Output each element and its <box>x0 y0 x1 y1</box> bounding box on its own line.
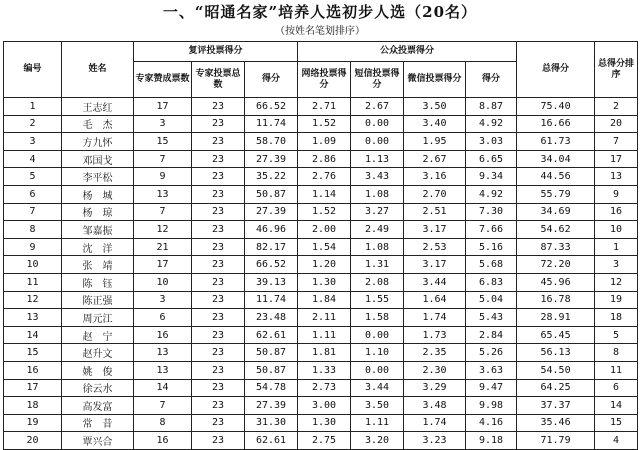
cell-s2: 4.92 <box>466 185 517 203</box>
cell-name: 杨 琼 <box>62 203 134 221</box>
table-row <box>4 115 638 133</box>
cell-name: 周元江 <box>62 309 134 327</box>
cell-num: 1 <box>4 98 62 116</box>
cell-wx: 1.95 <box>404 133 466 151</box>
cell-tot: 23 <box>192 291 245 309</box>
cell-wx: 2.70 <box>404 185 466 203</box>
cell-tot: 23 <box>192 326 245 344</box>
cell-name: 常 昔 <box>62 414 134 432</box>
cell-s1: 50.87 <box>245 344 298 362</box>
cell-tot: 23 <box>192 238 245 256</box>
cell-yes: 7 <box>134 397 192 415</box>
cell-yes: 16 <box>134 326 192 344</box>
cell-s1: 62.61 <box>245 326 298 344</box>
cell-rank: 16 <box>595 203 638 221</box>
cell-wx: 3.40 <box>404 115 466 133</box>
cell-sms: 1.08 <box>351 238 404 256</box>
cell-s1: 27.39 <box>245 150 298 168</box>
cell-s2: 9.47 <box>466 379 517 397</box>
cell-tot: 23 <box>192 98 245 116</box>
table-row <box>4 150 638 168</box>
cell-s2: 5.43 <box>466 309 517 327</box>
cell-num: 14 <box>4 326 62 344</box>
cell-net: 2.11 <box>298 309 351 327</box>
cell-sms: 0.00 <box>351 133 404 151</box>
cell-rank: 7 <box>595 133 638 151</box>
cell-tot: 23 <box>192 168 245 186</box>
cell-s2: 5.26 <box>466 344 517 362</box>
header-net-votes: 网络投票得分 <box>298 62 351 98</box>
cell-total: 28.91 <box>517 309 595 327</box>
cell-sms: 1.58 <box>351 309 404 327</box>
cell-num: 4 <box>4 150 62 168</box>
cell-tot: 23 <box>192 185 245 203</box>
cell-name: 姚 俊 <box>62 361 134 379</box>
cell-net: 1.81 <box>298 344 351 362</box>
table-row <box>4 185 638 203</box>
cell-sms: 1.31 <box>351 256 404 274</box>
cell-s2: 5.16 <box>466 238 517 256</box>
cell-wx: 2.35 <box>404 344 466 362</box>
cell-total: 16.78 <box>517 291 595 309</box>
cell-yes: 13 <box>134 344 192 362</box>
cell-yes: 13 <box>134 185 192 203</box>
cell-total: 64.25 <box>517 379 595 397</box>
header-rank: 总得分排序 <box>595 42 638 98</box>
cell-yes: 13 <box>134 361 192 379</box>
cell-name: 杨 城 <box>62 185 134 203</box>
table-row <box>4 361 638 379</box>
cell-wx: 1.73 <box>404 326 466 344</box>
table-row <box>4 397 638 415</box>
cell-rank: 10 <box>595 221 638 239</box>
cell-sms: 0.00 <box>351 326 404 344</box>
cell-s1: 66.52 <box>245 256 298 274</box>
cell-s1: 54.78 <box>245 379 298 397</box>
cell-s2: 9.34 <box>466 168 517 186</box>
table-row <box>4 203 638 221</box>
cell-yes: 6 <box>134 309 192 327</box>
table-row <box>4 309 638 327</box>
cell-rank: 2 <box>595 98 638 116</box>
cell-total: 71.79 <box>517 432 595 450</box>
cell-s2: 4.16 <box>466 414 517 432</box>
page-subtitle: （按姓名笔划排序） <box>275 26 365 37</box>
cell-tot: 23 <box>192 150 245 168</box>
cell-yes: 10 <box>134 273 192 291</box>
cell-net: 1.33 <box>298 361 351 379</box>
cell-rank: 19 <box>595 291 638 309</box>
cell-s1: 27.39 <box>245 397 298 415</box>
cell-total: 45.96 <box>517 273 595 291</box>
cell-yes: 3 <box>134 291 192 309</box>
table-row <box>4 414 638 432</box>
cell-net: 1.52 <box>298 115 351 133</box>
cell-rank: 3 <box>595 256 638 274</box>
cell-name: 邓国戈 <box>62 150 134 168</box>
cell-wx: 3.17 <box>404 221 466 239</box>
cell-s1: 35.22 <box>245 168 298 186</box>
cell-rank: 5 <box>595 326 638 344</box>
cell-net: 2.86 <box>298 150 351 168</box>
cell-net: 1.84 <box>298 291 351 309</box>
cell-sms: 1.11 <box>351 414 404 432</box>
cell-name: 李平松 <box>62 168 134 186</box>
cell-s1: 50.87 <box>245 185 298 203</box>
cell-total: 34.69 <box>517 203 595 221</box>
cell-s2: 6.65 <box>466 150 517 168</box>
cell-yes: 9 <box>134 168 192 186</box>
cell-yes: 21 <box>134 238 192 256</box>
table-row <box>4 168 638 186</box>
cell-net: 1.20 <box>298 256 351 274</box>
cell-total: 37.37 <box>517 397 595 415</box>
cell-yes: 14 <box>134 379 192 397</box>
cell-s1: 46.96 <box>245 221 298 239</box>
cell-name: 沈 洋 <box>62 238 134 256</box>
cell-s2: 7.30 <box>466 203 517 221</box>
cell-num: 15 <box>4 344 62 362</box>
cell-s2: 3.03 <box>466 133 517 151</box>
cell-rank: 9 <box>595 185 638 203</box>
cell-net: 2.71 <box>298 98 351 116</box>
cell-yes: 3 <box>134 115 192 133</box>
table-row <box>4 273 638 291</box>
cell-wx: 1.74 <box>404 309 466 327</box>
cell-name: 王志红 <box>62 98 134 116</box>
cell-s2: 9.18 <box>466 432 517 450</box>
cell-name: 高发富 <box>62 397 134 415</box>
cell-wx: 2.30 <box>404 361 466 379</box>
cell-s1: 58.70 <box>245 133 298 151</box>
table-body <box>4 98 638 450</box>
cell-tot: 23 <box>192 273 245 291</box>
cell-num: 7 <box>4 203 62 221</box>
cell-tot: 23 <box>192 397 245 415</box>
cell-num: 19 <box>4 414 62 432</box>
cell-tot: 23 <box>192 256 245 274</box>
candidate-table <box>3 41 638 450</box>
table-row <box>4 98 638 116</box>
cell-s1: 39.13 <box>245 273 298 291</box>
header-num: 编号 <box>4 42 62 98</box>
cell-net: 2.00 <box>298 221 351 239</box>
cell-s2: 8.87 <box>466 98 517 116</box>
cell-tot: 23 <box>192 221 245 239</box>
cell-s2: 3.63 <box>466 361 517 379</box>
cell-wx: 3.17 <box>404 256 466 274</box>
cell-num: 10 <box>4 256 62 274</box>
table-row <box>4 238 638 256</box>
cell-s1: 62.61 <box>245 432 298 450</box>
cell-wx: 2.67 <box>404 150 466 168</box>
cell-total: 35.46 <box>517 414 595 432</box>
cell-total: 75.40 <box>517 98 595 116</box>
cell-name: 覃兴合 <box>62 432 134 450</box>
cell-sms: 3.43 <box>351 168 404 186</box>
cell-s2: 5.68 <box>466 256 517 274</box>
cell-net: 1.14 <box>298 185 351 203</box>
header-public-group: 公众投票得分 <box>298 42 517 62</box>
cell-rank: 14 <box>595 397 638 415</box>
cell-tot: 23 <box>192 115 245 133</box>
cell-total: 44.56 <box>517 168 595 186</box>
cell-sms: 2.49 <box>351 221 404 239</box>
table-row <box>4 133 638 151</box>
cell-rank: 6 <box>595 379 638 397</box>
cell-rank: 1 <box>595 238 638 256</box>
cell-num: 2 <box>4 115 62 133</box>
cell-sms: 2.67 <box>351 98 404 116</box>
cell-total: 54.62 <box>517 221 595 239</box>
cell-name: 张 靖 <box>62 256 134 274</box>
cell-num: 18 <box>4 397 62 415</box>
cell-yes: 15 <box>134 133 192 151</box>
cell-total: 16.66 <box>517 115 595 133</box>
cell-tot: 23 <box>192 379 245 397</box>
cell-num: 16 <box>4 361 62 379</box>
cell-num: 5 <box>4 168 62 186</box>
cell-num: 9 <box>4 238 62 256</box>
cell-sms: 3.27 <box>351 203 404 221</box>
cell-s1: 11.74 <box>245 115 298 133</box>
header-total: 总得分 <box>517 42 595 98</box>
cell-s2: 4.92 <box>466 115 517 133</box>
cell-net: 1.52 <box>298 203 351 221</box>
cell-net: 1.09 <box>298 133 351 151</box>
cell-s1: 23.48 <box>245 309 298 327</box>
cell-total: 55.79 <box>517 185 595 203</box>
cell-s1: 31.30 <box>245 414 298 432</box>
cell-total: 87.33 <box>517 238 595 256</box>
cell-name: 赵升文 <box>62 344 134 362</box>
cell-s2: 9.98 <box>466 397 517 415</box>
cell-wx: 3.48 <box>404 397 466 415</box>
cell-total: 54.50 <box>517 361 595 379</box>
cell-s1: 27.39 <box>245 203 298 221</box>
cell-net: 1.30 <box>298 273 351 291</box>
header-wechat-votes: 微信投票得分 <box>404 62 466 98</box>
cell-num: 8 <box>4 221 62 239</box>
cell-rank: 11 <box>595 361 638 379</box>
cell-total: 61.73 <box>517 133 595 151</box>
page-title: 一、“昭通名家”培养人选初步人选（20名） <box>162 3 478 21</box>
cell-s1: 82.17 <box>245 238 298 256</box>
cell-wx: 3.23 <box>404 432 466 450</box>
cell-tot: 23 <box>192 133 245 151</box>
cell-sms: 3.50 <box>351 397 404 415</box>
cell-name: 方九怀 <box>62 133 134 151</box>
cell-sms: 3.44 <box>351 379 404 397</box>
header-expert-yes: 专家赞成票数 <box>134 62 192 98</box>
cell-wx: 3.50 <box>404 98 466 116</box>
cell-net: 2.75 <box>298 432 351 450</box>
cell-net: 2.73 <box>298 379 351 397</box>
cell-sms: 1.55 <box>351 291 404 309</box>
cell-total: 72.20 <box>517 256 595 274</box>
cell-s1: 50.87 <box>245 361 298 379</box>
cell-rank: 20 <box>595 115 638 133</box>
header-expert-group: 复评投票得分 <box>134 42 298 62</box>
cell-total: 56.13 <box>517 344 595 362</box>
cell-num: 12 <box>4 291 62 309</box>
cell-rank: 17 <box>595 150 638 168</box>
cell-tot: 23 <box>192 414 245 432</box>
cell-tot: 23 <box>192 432 245 450</box>
cell-rank: 18 <box>595 309 638 327</box>
table-row <box>4 221 638 239</box>
cell-name: 毛 杰 <box>62 115 134 133</box>
table-row <box>4 291 638 309</box>
cell-name: 陈正强 <box>62 291 134 309</box>
cell-sms: 1.08 <box>351 185 404 203</box>
header-expert-total: 专家投票总数 <box>192 62 245 98</box>
cell-yes: 7 <box>134 203 192 221</box>
cell-s2: 6.83 <box>466 273 517 291</box>
cell-rank: 8 <box>595 344 638 362</box>
cell-wx: 3.44 <box>404 273 466 291</box>
cell-num: 6 <box>4 185 62 203</box>
cell-num: 20 <box>4 432 62 450</box>
header-public-score: 得分 <box>466 62 517 98</box>
cell-net: 1.11 <box>298 326 351 344</box>
cell-tot: 23 <box>192 344 245 362</box>
cell-yes: 8 <box>134 414 192 432</box>
cell-wx: 2.53 <box>404 238 466 256</box>
cell-s2: 7.66 <box>466 221 517 239</box>
cell-num: 3 <box>4 133 62 151</box>
cell-sms: 0.00 <box>351 361 404 379</box>
cell-name: 赵 宁 <box>62 326 134 344</box>
header-sms-votes: 短信投票得分 <box>351 62 404 98</box>
cell-wx: 1.74 <box>404 414 466 432</box>
cell-s1: 11.74 <box>245 291 298 309</box>
cell-name: 陈 钰 <box>62 273 134 291</box>
cell-yes: 17 <box>134 256 192 274</box>
cell-s2: 5.04 <box>466 291 517 309</box>
cell-rank: 4 <box>595 432 638 450</box>
cell-sms: 1.10 <box>351 344 404 362</box>
cell-num: 13 <box>4 309 62 327</box>
table-row <box>4 344 638 362</box>
cell-sms: 0.00 <box>351 115 404 133</box>
cell-sms: 3.20 <box>351 432 404 450</box>
table-row <box>4 379 638 397</box>
cell-s1: 66.52 <box>245 98 298 116</box>
table-row <box>4 256 638 274</box>
table-row <box>4 432 638 450</box>
cell-rank: 15 <box>595 414 638 432</box>
header-expert-score: 得分 <box>245 62 298 98</box>
cell-rank: 13 <box>595 168 638 186</box>
cell-wx: 2.51 <box>404 203 466 221</box>
cell-wx: 3.29 <box>404 379 466 397</box>
cell-net: 1.54 <box>298 238 351 256</box>
table-row <box>4 326 638 344</box>
cell-s2: 2.84 <box>466 326 517 344</box>
cell-sms: 1.13 <box>351 150 404 168</box>
cell-yes: 12 <box>134 221 192 239</box>
cell-wx: 3.16 <box>404 168 466 186</box>
cell-num: 11 <box>4 273 62 291</box>
cell-net: 2.76 <box>298 168 351 186</box>
cell-tot: 23 <box>192 361 245 379</box>
cell-yes: 17 <box>134 98 192 116</box>
cell-yes: 7 <box>134 150 192 168</box>
cell-rank: 12 <box>595 273 638 291</box>
header-name: 姓名 <box>62 42 134 98</box>
cell-tot: 23 <box>192 309 245 327</box>
cell-num: 17 <box>4 379 62 397</box>
cell-sms: 2.08 <box>351 273 404 291</box>
cell-name: 邹嘉振 <box>62 221 134 239</box>
cell-wx: 1.64 <box>404 291 466 309</box>
cell-name: 徐云水 <box>62 379 134 397</box>
cell-tot: 23 <box>192 203 245 221</box>
cell-yes: 16 <box>134 432 192 450</box>
cell-net: 3.00 <box>298 397 351 415</box>
cell-total: 34.04 <box>517 150 595 168</box>
cell-net: 1.30 <box>298 414 351 432</box>
cell-total: 65.45 <box>517 326 595 344</box>
